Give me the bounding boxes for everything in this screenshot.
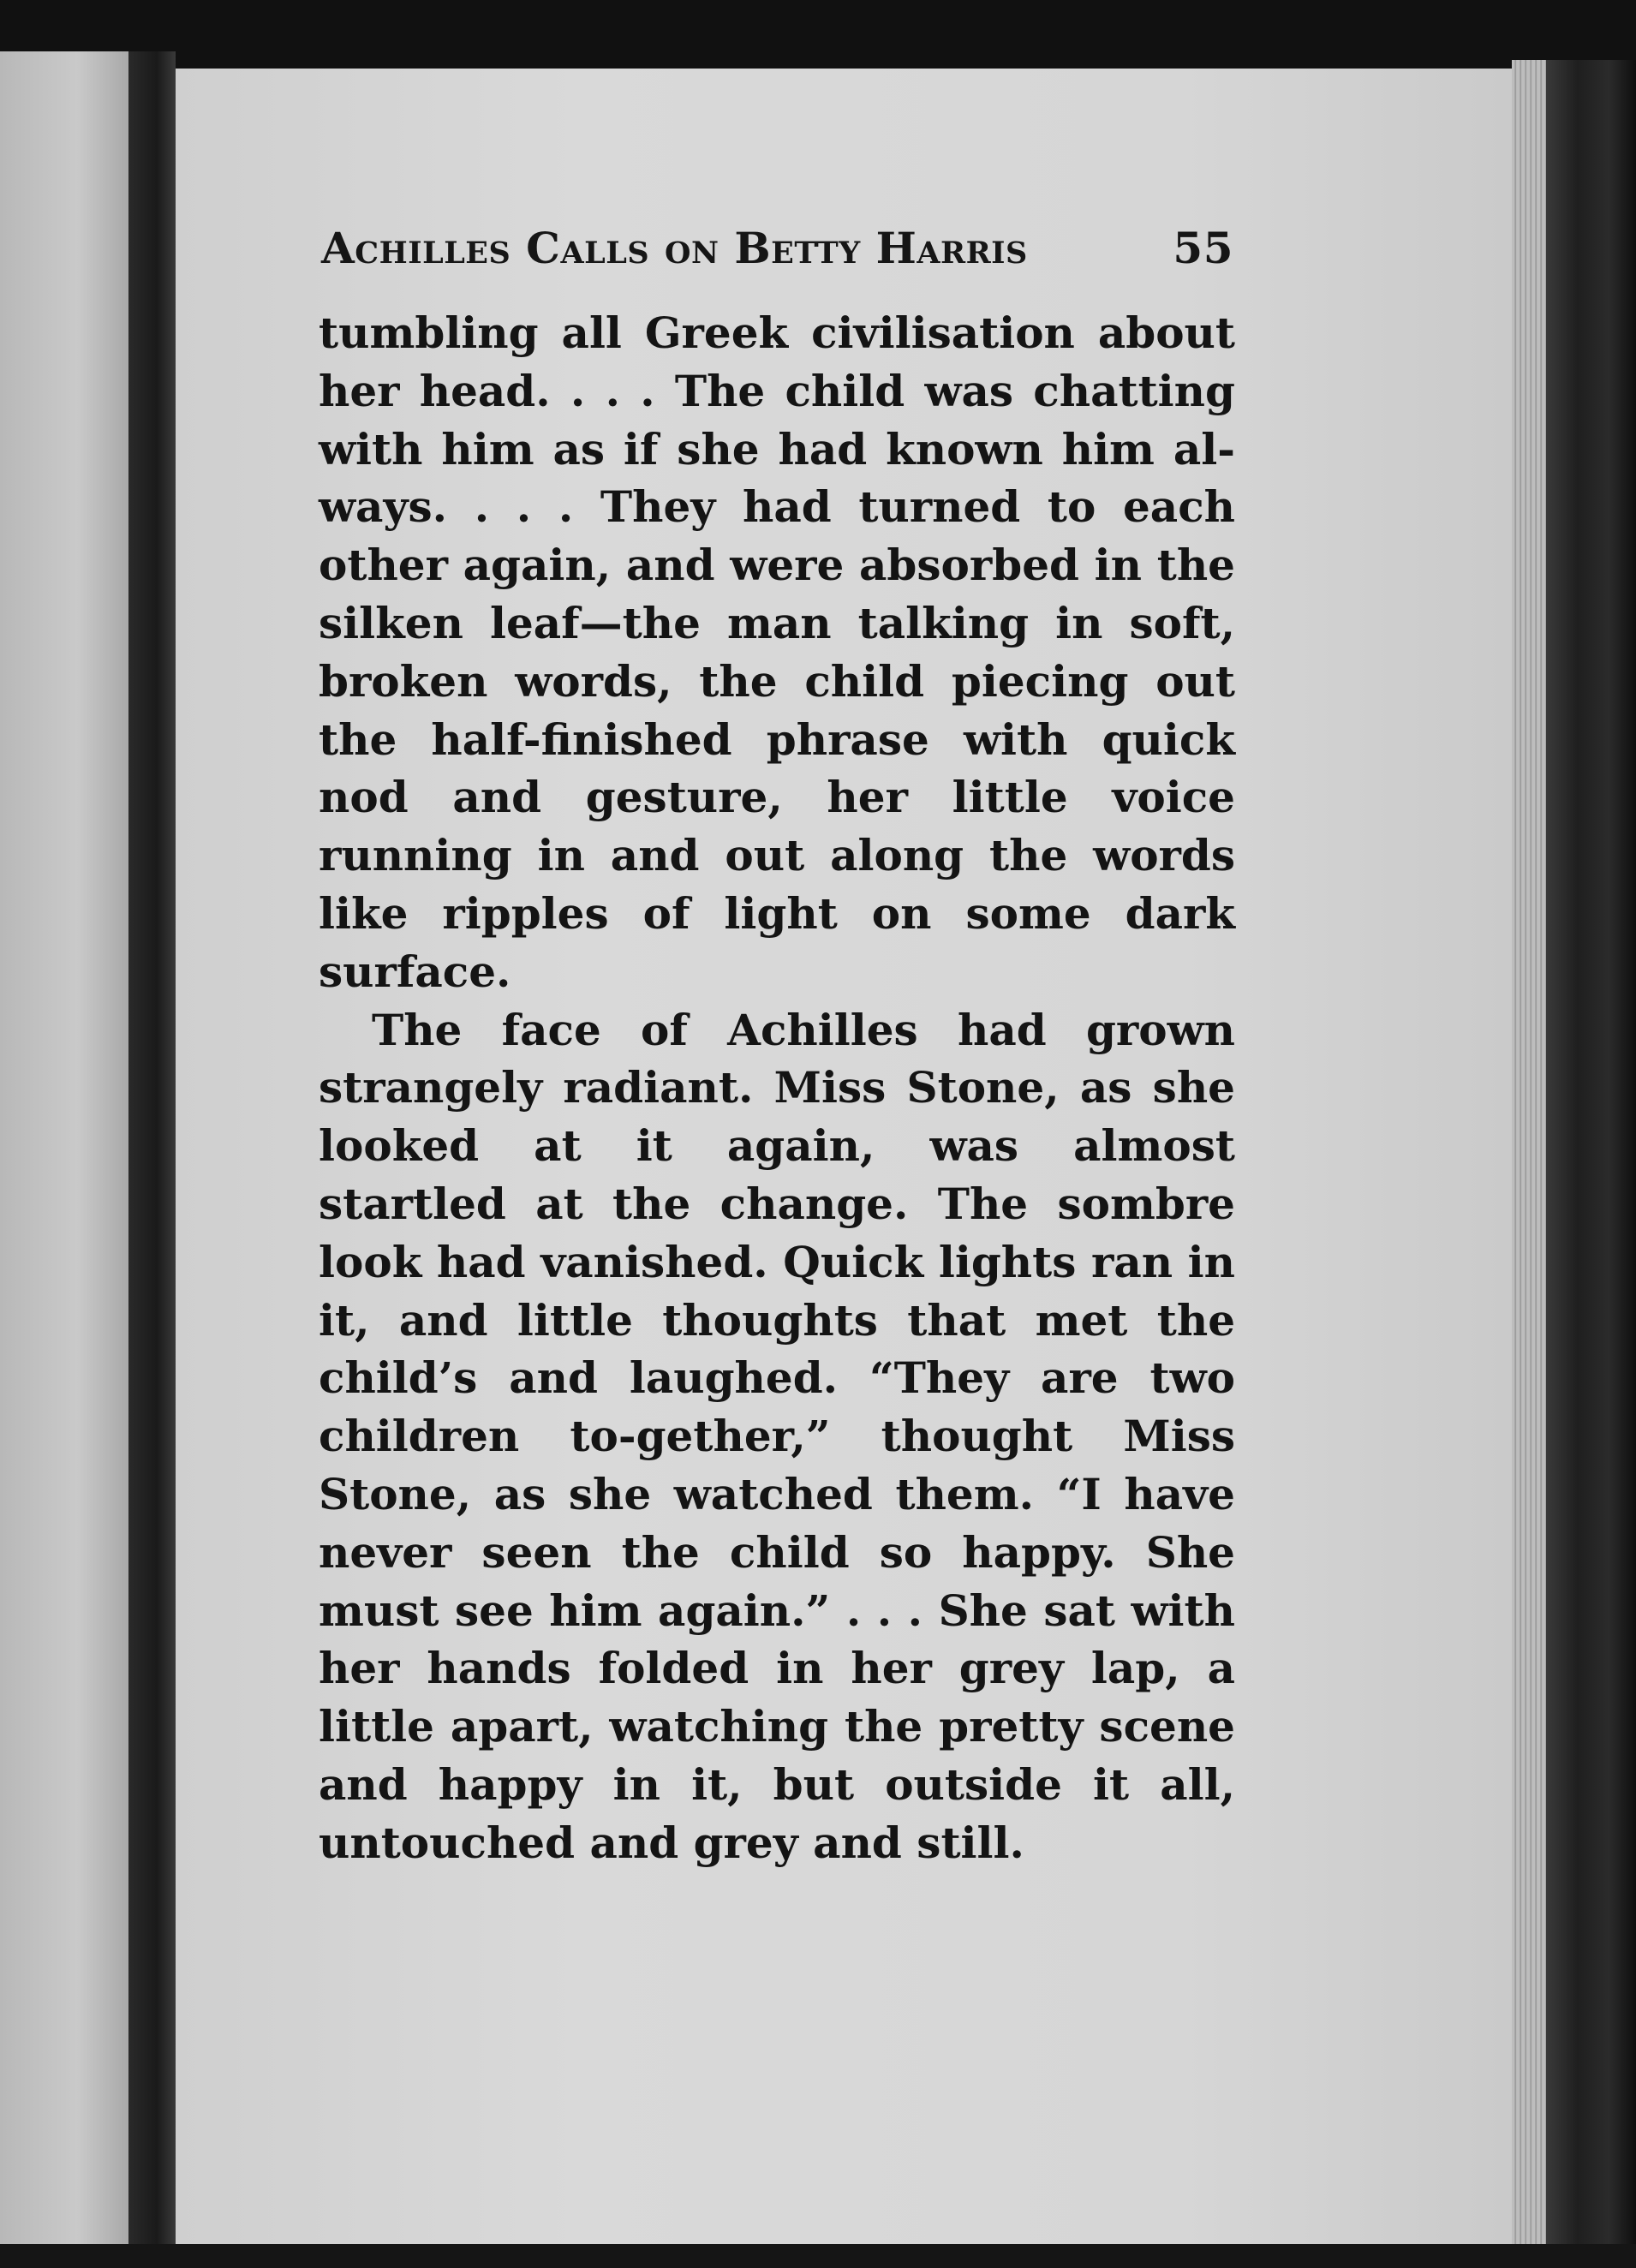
page-stack-edge: [1512, 60, 1546, 2268]
paragraph-continued: tumbling all Greek civilisation about her head. . . . The child was chatting with him as if she had known him al-ways. . . . They had turned to each other again, and were absorbed in the silken leaf—the man talking in soft, broken words, the child piecing out the half-finished phrase with quick nod and gesture, her little voice running in and out along the words like ripples of light on some dark surface.: [319, 307, 1235, 997]
paragraph: The face of Achilles had grown strangely radiant. Miss Stone, as she looked at it again, was almost startled at the change. The sombre look had vanished. Quick lights ran in it, and little thoughts that met the child’s and laughed. “They are two children to-gether,” thought Miss Stone, as she watched them. “I have never seen the child so happy. She must see him again.” . . . She sat with her hands folded in her grey lap, a little apart, watching the pretty scene and happy in it, but outside it all, untouched and grey and still.: [319, 1004, 1235, 1868]
running-header: [321, 223, 1233, 283]
facing-page-edge: [0, 51, 128, 2244]
scan-bottom-border: [0, 2244, 1636, 2268]
scan-top-border: [0, 0, 1636, 60]
book-cover-edge: [1546, 60, 1636, 2268]
page-number: 55: [1173, 223, 1233, 273]
body-text: [319, 304, 1235, 1872]
running-title: Achilles Calls on Betty Harris: [321, 223, 1028, 273]
book-gutter: [128, 51, 176, 2268]
